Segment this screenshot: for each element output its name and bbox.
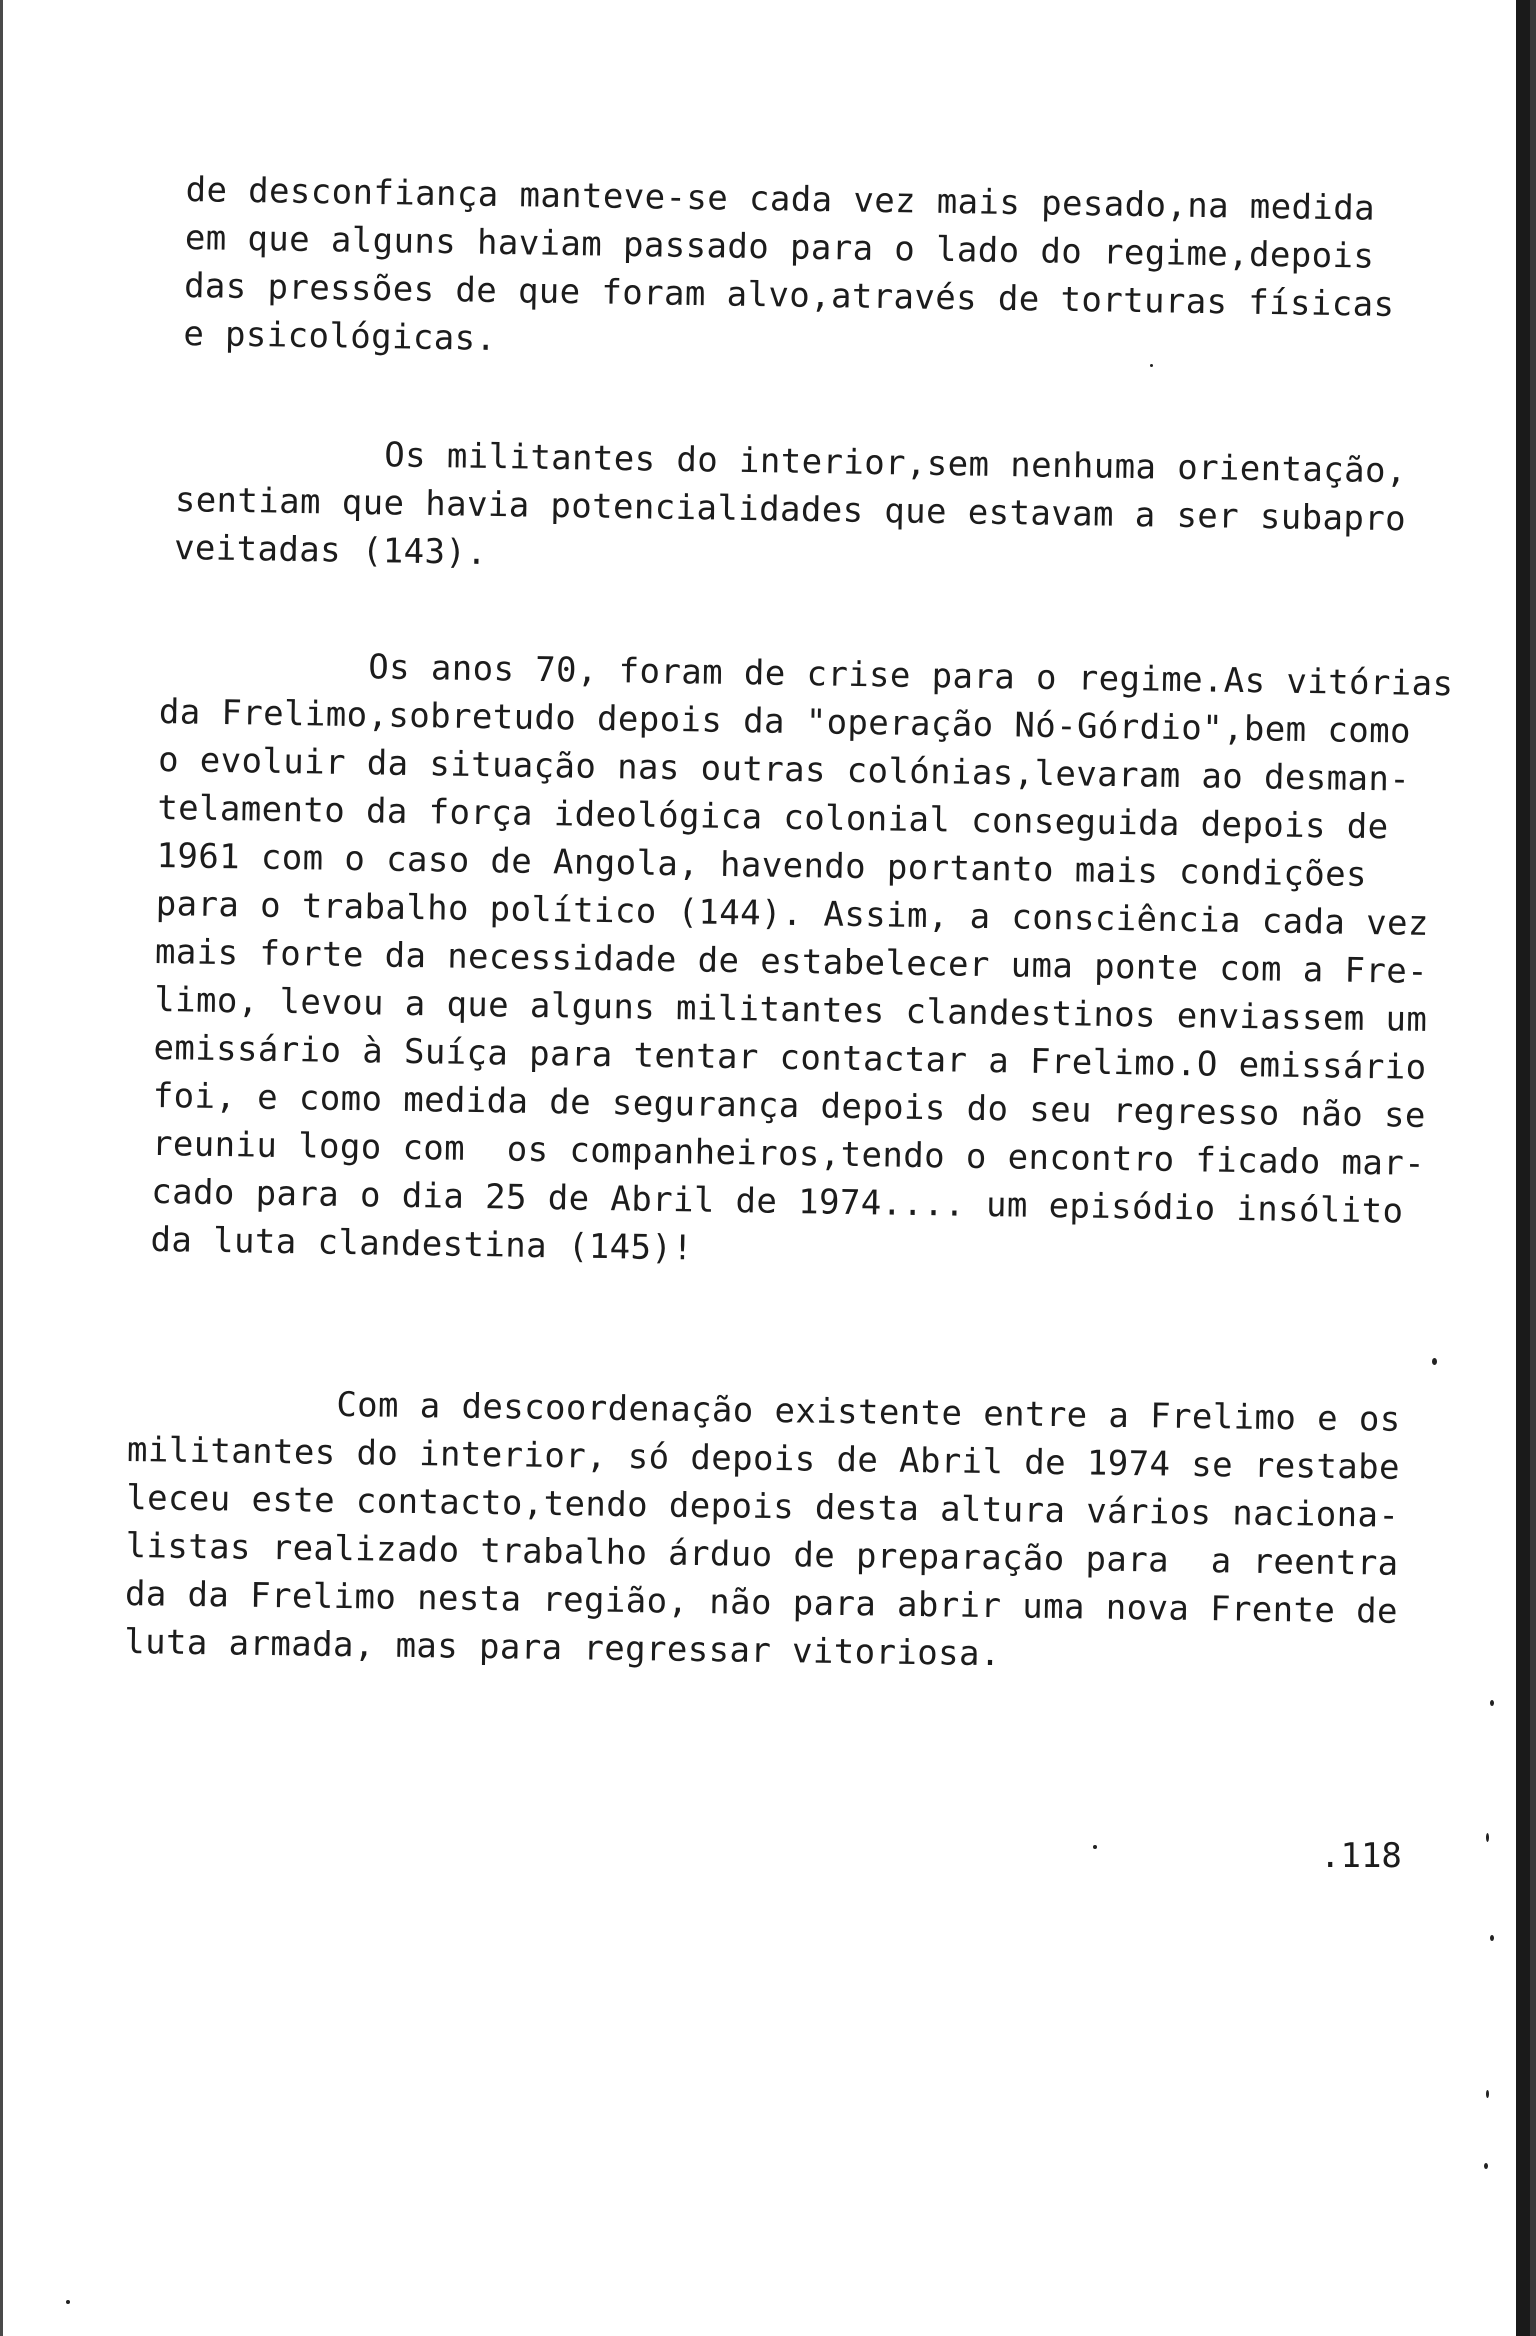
scan-speck [1486,1833,1489,1842]
scan-speck [1490,1935,1494,1941]
scan-speck [1150,364,1153,367]
page-number: .118 [1320,1836,1402,1876]
paragraph-2: Os militantes do interior,sem nenhuma orientação, sentiam que havia potencialidades que estavam a ser subapro veitadas (143). [173,431,1408,573]
scan-speck [1093,1845,1097,1849]
scan-right-border [1516,0,1536,2336]
scan-speck [66,2300,70,2304]
scan-speck [1490,1700,1494,1706]
scan-left-border [0,0,3,2336]
scan-speck [1486,2090,1489,2098]
paragraph-1: de desconfiança manteve-se cada vez mais pesado,na medida em que alguns haviam passado para o lado do regime,depois das pressões de que foram alvo,através de torturas físicas e psicológicas. [183,169,1395,359]
scan-speck [1432,1358,1437,1365]
scan-speck [1484,2163,1488,2169]
paragraph-4: Com a descoordenação existente entre a Frelimo e os militantes do interior, só depois de Abril de 1974 se restabe leceu este contacto,tendo depois desta altura vários naciona- listas realizado trabalho árduo de preparação para a reentra da da Frelimo nesta região, não para abrir uma nova Frente de luta armada, mas para regressar vitoriosa. [124,1381,1401,1675]
paragraph-3: Os anos 70, foram de crise para o regime.As vitórias da Frelimo,sobretudo depois da "operação Nó-Górdio",bem como o evoluir da situação nas outras colónias,levaram ao desman- telamento da força ideológica colonial conseguida depois de 1961 com o caso de Angola, havendo portanto mais condições para o trabalho político (144). Assim, a consciência cada vez mais forte da necessidade de estabelecer uma ponte com a Fre- limo, levou a que alguns militantes clandestinos enviassem um emissário à Suíça para tentar contactar a Frelimo.O emissário foi, e como medida de segurança depois do seu regresso não se reuniu logo com os companheiros,tendo o encontro ficado mar- cado para o dia 25 de Abril de 1974.... um episódio insólito da luta clandestina (145)! [150,643,1454,1269]
